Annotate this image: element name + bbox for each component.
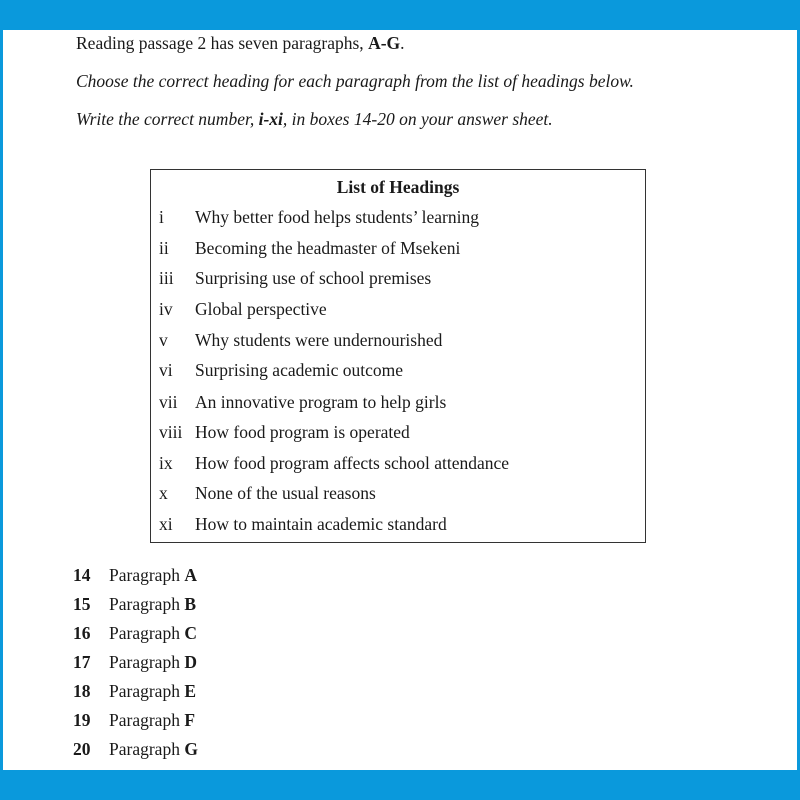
question-number: 18 xyxy=(73,681,91,701)
question-label: Paragraph xyxy=(109,652,180,672)
question-number: 19 xyxy=(73,710,91,730)
question-paragraph-letter: A xyxy=(184,565,197,585)
question-paragraph-letter: D xyxy=(184,652,197,672)
instruction-3-range: i-xi xyxy=(258,109,283,129)
instruction-3-text: Write the correct number, xyxy=(76,109,259,129)
question-label: Paragraph xyxy=(109,565,180,585)
heading-number: ii xyxy=(159,238,169,258)
heading-item xyxy=(151,392,645,414)
heading-number: viii xyxy=(159,422,183,442)
heading-text: How to maintain academic standard xyxy=(195,514,447,534)
instruction-1-range: A-G xyxy=(368,33,401,53)
question-paragraph-letter: G xyxy=(184,739,198,759)
heading-text: Why better food helps students’ learning xyxy=(195,207,479,227)
question-item xyxy=(73,623,197,645)
heading-number: v xyxy=(159,330,168,350)
instruction-line-2: Choose the correct heading for each paragraph from the list of headings below. xyxy=(76,71,634,91)
question-label: Paragraph xyxy=(109,739,180,759)
document-page xyxy=(3,30,797,770)
question-item xyxy=(73,594,196,616)
heading-item xyxy=(151,238,645,260)
heading-text: How food program is operated xyxy=(195,422,410,442)
heading-number: x xyxy=(159,483,168,503)
instruction-1-end: . xyxy=(400,33,405,53)
question-item xyxy=(73,565,197,587)
heading-item xyxy=(151,422,645,444)
question-paragraph-letter: B xyxy=(184,594,197,614)
question-paragraph-letter: C xyxy=(184,623,197,643)
question-label: Paragraph xyxy=(109,594,180,614)
question-label: Paragraph xyxy=(109,681,180,701)
instruction-1-text: Reading passage 2 has seven paragraphs, xyxy=(76,33,369,53)
heading-text: None of the usual reasons xyxy=(195,483,376,503)
question-item xyxy=(73,681,196,703)
heading-text: Global perspective xyxy=(195,299,327,319)
heading-text: Why students were undernourished xyxy=(195,330,443,350)
question-number: 17 xyxy=(73,652,91,672)
question-item xyxy=(73,652,197,674)
question-label: Paragraph xyxy=(109,710,180,730)
question-number: 16 xyxy=(73,623,91,643)
heading-item xyxy=(151,207,645,229)
heading-item xyxy=(151,514,645,536)
heading-number: iv xyxy=(159,299,173,319)
heading-item xyxy=(151,360,645,382)
heading-text: An innovative program to help girls xyxy=(195,392,447,412)
heading-item xyxy=(151,268,645,290)
list-of-headings-title: List of Headings xyxy=(336,177,460,197)
question-label: Paragraph xyxy=(109,623,180,643)
heading-number: xi xyxy=(159,514,173,534)
heading-item xyxy=(151,299,645,321)
question-item xyxy=(73,710,195,732)
question-number: 14 xyxy=(73,565,91,585)
heading-text: Surprising use of school premises xyxy=(195,268,432,288)
heading-item xyxy=(151,330,645,352)
question-paragraph-letter: E xyxy=(184,681,197,701)
heading-number: i xyxy=(159,207,164,227)
question-item xyxy=(73,739,198,761)
heading-number: iii xyxy=(159,268,174,288)
heading-number: vii xyxy=(159,392,178,412)
heading-number: ix xyxy=(159,453,173,473)
instruction-line-1 xyxy=(76,33,405,53)
heading-item xyxy=(151,483,645,505)
heading-item xyxy=(151,453,645,475)
question-number: 20 xyxy=(73,739,91,759)
question-paragraph-letter: F xyxy=(184,710,196,730)
heading-number: vi xyxy=(159,360,173,380)
instruction-line-3 xyxy=(76,109,553,129)
list-of-headings-box xyxy=(150,169,646,543)
heading-text: How food program affects school attendance xyxy=(195,453,510,473)
question-number: 15 xyxy=(73,594,91,614)
heading-text: Surprising academic outcome xyxy=(195,360,403,380)
instruction-3-end: , in boxes 14-20 on your answer sheet. xyxy=(282,109,553,129)
heading-text: Becoming the headmaster of Msekeni xyxy=(195,238,461,258)
